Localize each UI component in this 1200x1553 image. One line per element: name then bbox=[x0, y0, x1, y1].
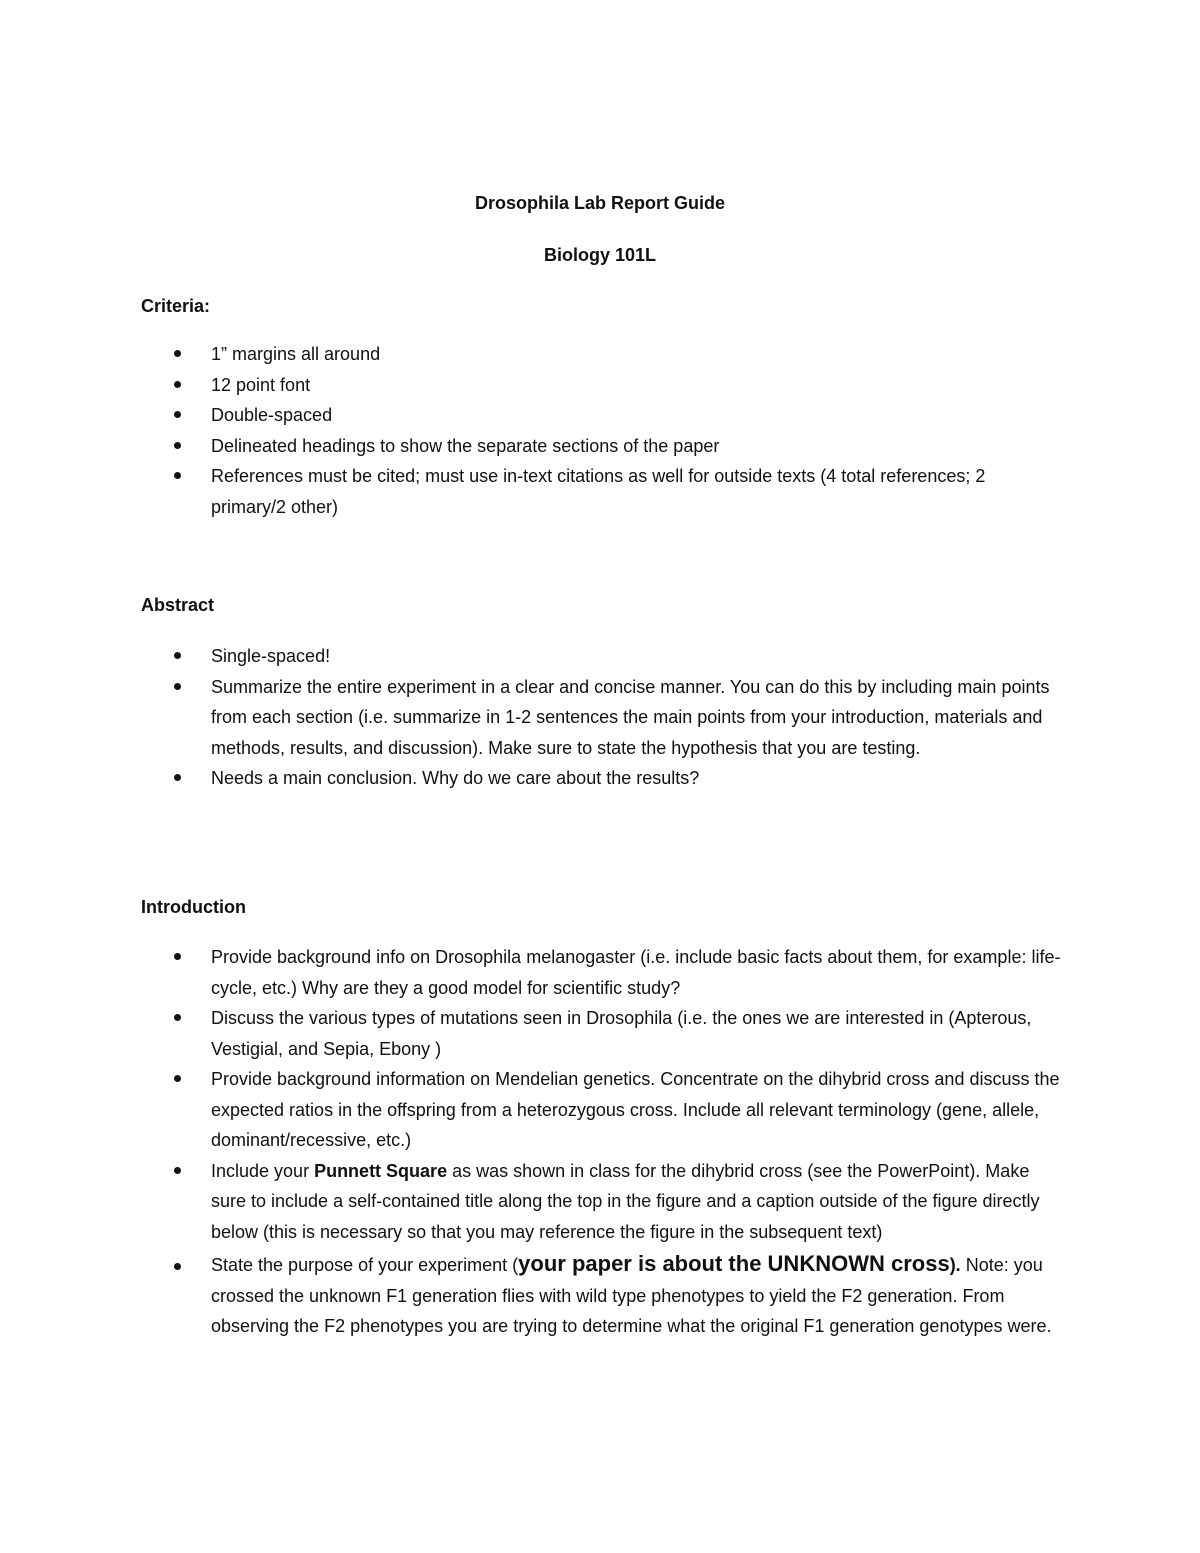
list-item: Provide background info on Drosophila melanogaster (i.e. include basic facts about them, for example: life-cycle, etc.) Why are they a good model for scientific study? bbox=[141, 942, 1061, 1003]
document-subtitle: Biology 101L bbox=[543, 245, 657, 265]
introduction-list bbox=[141, 942, 1061, 1342]
list-item: State the purpose of your experiment (your paper is about the UNKNOWN cross). Note: you crossed the unknown F1 generation flies with wild type phenotypes to yield the F2 generation. From observing the F2 phenotypes you are trying to determine what the original F1 generation genotypes were. bbox=[141, 1249, 1061, 1342]
list-item: Include your Punnett Square as was shown in class for the dihybrid cross (see the PowerPoint). Make sure to include a self-contained title along the top in the figure and a caption outside of the figure directly below (this is necessary so that you may reference the figure in the subsequent text) bbox=[141, 1156, 1061, 1248]
list-item: Needs a main conclusion. Why do we care about the results? bbox=[141, 763, 1061, 794]
list-item: Delineated headings to show the separate sections of the paper bbox=[141, 431, 1061, 462]
punnett-square-term: Punnett Square bbox=[314, 1160, 448, 1181]
bullet-icon bbox=[174, 381, 181, 388]
list-item: 1” margins all around bbox=[141, 339, 1061, 370]
list-item: Discuss the various types of mutations seen in Drosophila (i.e. the ones we are interested in (Apterous, Vestigial, and Sepia, Ebony ) bbox=[141, 1003, 1061, 1064]
list-item: 12 point font bbox=[141, 370, 1061, 401]
bullet-icon bbox=[174, 683, 181, 690]
list-item: Single-spaced! bbox=[141, 641, 1061, 672]
list-item: References must be cited; must use in-text citations as well for outside texts (4 total references; 2 primary/2 other) bbox=[141, 461, 1061, 522]
bullet-icon bbox=[174, 1075, 181, 1082]
abstract-heading: Abstract bbox=[141, 595, 215, 615]
bullet-icon bbox=[174, 652, 181, 659]
document-title: Drosophila Lab Report Guide bbox=[474, 193, 725, 213]
bullet-icon bbox=[174, 350, 181, 357]
list-item: Provide background information on Mendelian genetics. Concentrate on the dihybrid cross and discuss the expected ratios in the offspring from a heterozygous cross. Include all relevant terminology (gene, allele, dominant/recessive, etc.) bbox=[141, 1064, 1061, 1156]
criteria-heading: Criteria: bbox=[141, 296, 211, 316]
abstract-list bbox=[141, 641, 1061, 794]
list-item: Summarize the entire experiment in a clear and concise manner. You can do this by including main points from each section (i.e. summarize in 1-2 sentences the main points from your introduction, materials and methods, results, and discussion). Make sure to state the hypothesis that you are testing. bbox=[141, 672, 1061, 764]
bullet-icon bbox=[174, 1014, 181, 1021]
list-item: Double-spaced bbox=[141, 400, 1061, 431]
bullet-icon bbox=[174, 1263, 181, 1270]
bullet-icon bbox=[174, 442, 181, 449]
introduction-heading: Introduction bbox=[141, 897, 246, 917]
bullet-icon bbox=[174, 774, 181, 781]
bullet-icon bbox=[174, 1167, 181, 1174]
unknown-cross-emphasis: your paper is about the UNKNOWN cross bbox=[518, 1251, 950, 1276]
bullet-icon bbox=[174, 472, 181, 479]
criteria-list bbox=[141, 339, 1061, 522]
bullet-icon bbox=[174, 411, 181, 418]
bullet-icon bbox=[174, 953, 181, 960]
